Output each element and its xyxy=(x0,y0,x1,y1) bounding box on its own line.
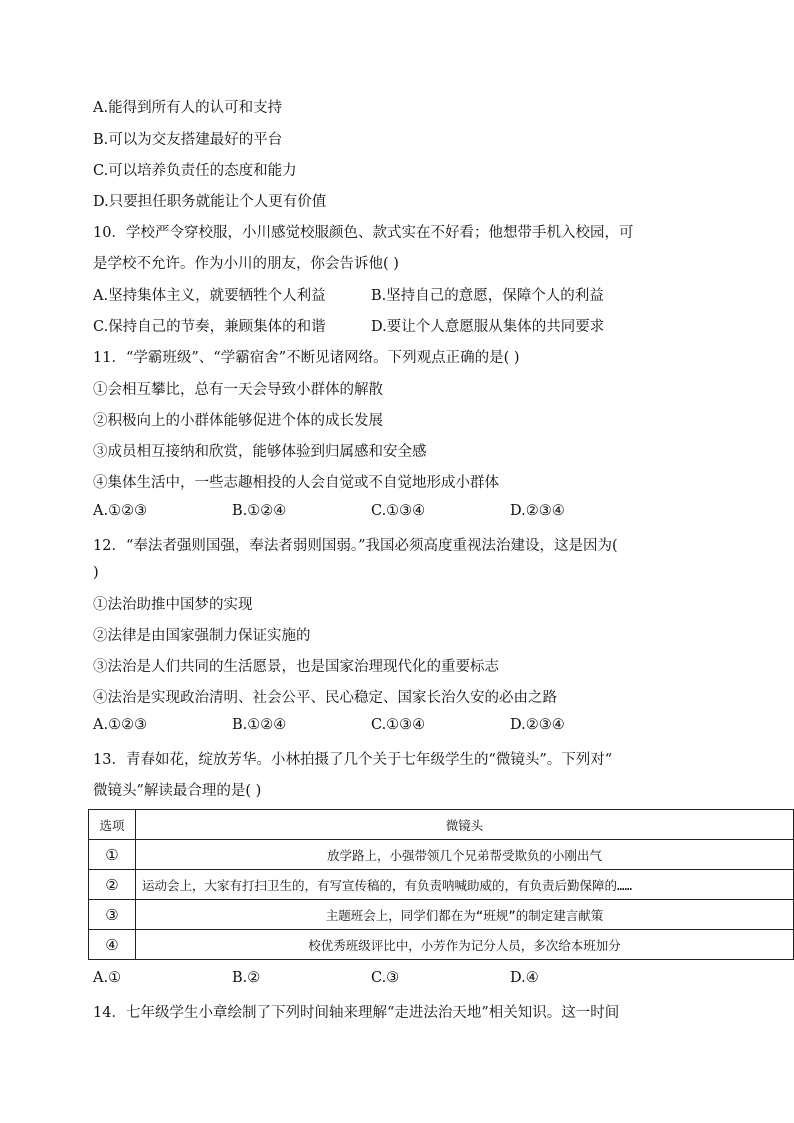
q11-item-4: ④集体生活中，一些志趣相投的人会自觉或不自觉地形成小群体 xyxy=(93,475,499,491)
micro-shot-table xyxy=(88,809,794,960)
q12-option-c: C.①③④ xyxy=(371,717,426,733)
table-cell-option: ② xyxy=(89,870,136,900)
q12-item-1: ①法治助推中国梦的实现 xyxy=(93,597,253,613)
q12-option-a: A.①②③ xyxy=(93,717,148,733)
table-header-row xyxy=(89,810,794,840)
q9-option-b: B.可以为交友搭建最好的平台 xyxy=(93,132,283,148)
q13-option-b: B.② xyxy=(232,970,261,986)
q12-item-3: ③法治是人们共同的生活愿景，也是国家治理现代化的重要标志 xyxy=(93,659,499,675)
q13-stem-line2: 微镜头”解读最合理的是( ) xyxy=(93,783,262,799)
table-header-content: 微镜头 xyxy=(136,810,794,840)
q11-option-a: A.①②③ xyxy=(93,503,148,519)
q14-stem-line1: 14．七年级学生小章绘制了下列时间轴来理解“走进法治天地”相关知识。这一时间 xyxy=(93,1005,620,1021)
q13-stem-line1: 13．青春如花，绽放芳华。小林拍摄了几个关于七年级学生的“微镜头”。下列对“ xyxy=(93,752,613,768)
table-cell-content: 放学路上，小强带领几个兄弟帮受欺负的小刚出气 xyxy=(136,840,794,870)
q11-option-c: C.①③④ xyxy=(371,503,426,519)
q11-item-2: ②积极向上的小群体能够促进个体的成长发展 xyxy=(93,413,383,429)
q12-option-d: D.②③④ xyxy=(510,717,565,733)
table-row xyxy=(89,900,794,930)
table-row xyxy=(89,930,794,960)
q13-option-a: A.① xyxy=(93,970,122,986)
q9-option-d: D.只要担任职务就能让个人更有价值 xyxy=(93,194,327,210)
q12-stem-line1: 12．“奉法者强则国强，奉法者弱则国弱。”我国必须高度重视法治建设，这是因为( xyxy=(93,538,618,554)
q10-option-c: C.保持自己的节奏，兼顾集体的和谐 xyxy=(93,319,326,335)
q12-option-b: B.①②④ xyxy=(232,717,287,733)
q9-option-c: C.可以培养负责任的态度和能力 xyxy=(93,163,297,179)
q10-option-a: A.坚持集体主义，就要牺牲个人利益 xyxy=(93,288,326,304)
table-header-option: 选项 xyxy=(89,810,136,840)
q10-stem-line2: 是学校不允许。作为小川的朋友，你会告诉他( ) xyxy=(93,256,399,272)
table-row xyxy=(89,840,794,870)
q13-option-d: D.④ xyxy=(510,970,539,986)
q12-item-2: ②法律是由国家强制力保证实施的 xyxy=(93,628,311,644)
q10-stem-line1: 10．学校严令穿校服，小川感觉校服颜色、款式实在不好看；他想带手机入校园，可 xyxy=(93,225,634,241)
table-cell-option: ④ xyxy=(89,930,136,960)
q13-option-c: C.③ xyxy=(371,970,400,986)
q10-option-d: D.要让个人意愿服从集体的共同要求 xyxy=(371,319,605,335)
q12-stem-line2: ) xyxy=(93,565,99,581)
table-cell-content: 主题班会上，同学们都在为“班规”的制定建言献策 xyxy=(136,900,794,930)
q11-option-d: D.②③④ xyxy=(510,503,565,519)
q11-item-3: ③成员相互接纳和欣赏，能够体验到归属感和安全感 xyxy=(93,444,427,460)
table-row xyxy=(89,870,794,900)
q10-option-b: B.坚持自己的意愿，保障个人的利益 xyxy=(371,288,604,304)
table-cell-option: ① xyxy=(89,840,136,870)
table-cell-option: ③ xyxy=(89,900,136,930)
table-cell-content: 运动会上，大家有打扫卫生的，有写宣传稿的，有负责呐喊助威的，有负责后勤保障的…… xyxy=(136,870,794,900)
q12-item-4: ④法治是实现政治清明、社会公平、民心稳定、国家长治久安的必由之路 xyxy=(93,690,557,706)
table-cell-content: 校优秀班级评比中，小芳作为记分人员，多次给本班加分 xyxy=(136,930,794,960)
q11-stem: 11．“学霸班级”、“学霸宿舍”不断见诸网络。下列观点正确的是( ) xyxy=(93,350,520,366)
q9-option-a: A.能得到所有人的认可和支持 xyxy=(93,100,283,116)
q11-item-1: ①会相互攀比，总有一天会导致小群体的解散 xyxy=(93,382,383,398)
q11-option-b: B.①②④ xyxy=(232,503,287,519)
